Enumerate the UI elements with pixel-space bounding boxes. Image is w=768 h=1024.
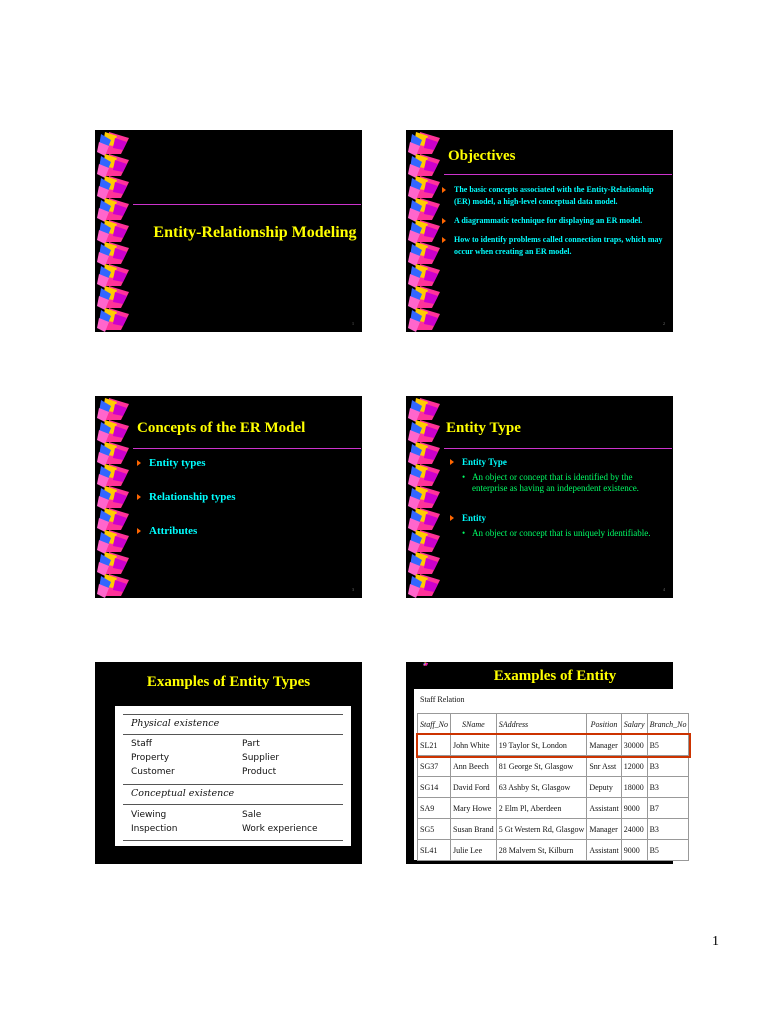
conceptual-heading: Conceptual existence [131,788,235,799]
sub-bullet: • An object or concept that is uniquely identifiable. [462,528,651,538]
table-header-row [418,714,689,735]
bullet-item: The basic concepts associated with the Entity-Relationship (ER) model, a high-level conceptual data model. [442,184,668,208]
column-header: Position [587,714,621,735]
table-row [418,840,689,861]
title-rule [444,174,672,175]
table-cell: 2 Elm Pl, Aberdeen [496,798,587,819]
table-cell: 12000 [621,756,647,777]
bullet-list [450,456,664,539]
physical-heading: Physical existence [131,718,220,729]
slide-number: 4 [663,587,665,592]
table-cell: 30000 [621,735,647,756]
table-cell: Customer [131,767,175,777]
column-header: SAddress [496,714,587,735]
table-cell: Snr Asst [587,756,621,777]
slide-2 [406,130,673,332]
table-caption: Staff Relation [420,695,465,704]
table-cell: B7 [647,798,689,819]
table-cell: John White [451,735,497,756]
table-cell: 9000 [621,840,647,861]
table-cell: David Ford [451,777,497,798]
table-cell: SL21 [418,735,451,756]
bullet-marker-icon [442,218,446,224]
table-cell: Manager [587,819,621,840]
sub-bullet-dot: • [462,472,466,482]
table-cell: 63 Ashby St, Glasgow [496,777,587,798]
bullet-marker-icon [137,460,141,466]
table-cell: SL41 [418,840,451,861]
table-cell: 18000 [621,777,647,798]
title-rule [133,204,361,205]
bullet-item: Entity Type • An object or concept that is identified by the enterprise as having an independent existence. [450,456,664,494]
table-row [418,819,689,840]
sub-bullet-dot: • [462,528,466,538]
table-rule [123,840,343,841]
table-cell: Staff [131,739,152,749]
table-rule [123,714,343,715]
table-cell: Product [242,767,277,777]
column-header: Salary [621,714,647,735]
staff-relation-table [414,689,687,860]
table-cell: Susan Brand [451,819,497,840]
slide-title: Examples of Entity Types [146,674,311,690]
bullet-marker-icon [137,494,141,500]
table-cell: SA9 [418,798,451,819]
staff-table [417,713,689,861]
table-rule [123,784,343,785]
bullet-list [137,456,236,538]
table-cell: Sale [242,810,262,820]
slide-title: Concepts of the ER Model [137,420,306,436]
bullet-item: Entity • An object or concept that is uniquely identifiable. [450,512,664,539]
slide-number: 3 [352,587,354,592]
bullet-item: How to identify problems called connection traps, which may occur when creating an ER model. [442,234,668,258]
table-cell: 5 Gt Western Rd, Glasgow [496,819,587,840]
table-cell: Assistant [587,840,621,861]
bullet-list [442,184,668,258]
slide-title: Objectives [448,148,516,164]
slide-number: 1 [352,321,354,326]
title-rule [133,448,361,449]
table-cell: Property [131,753,170,763]
table-cell: Ann Beech [451,756,497,777]
bullet-item: Entity types [137,456,236,470]
slide-title: Entity Type [446,420,521,436]
decorative-fan-border [95,396,135,598]
slide-title: Entity-Relationship Modeling [153,224,357,241]
table-cell: SG5 [418,819,451,840]
decorative-fan-border [406,130,446,332]
table-cell: Viewing [131,810,167,820]
slide-title: Examples of Entity [493,668,617,684]
title-rule [444,448,672,449]
slide-6 [406,662,687,864]
table-cell: 24000 [621,819,647,840]
bullet-marker-icon [442,187,446,193]
bullet-item: Attributes [137,524,236,538]
table-cell: 19 Taylor St, London [496,735,587,756]
table-cell: B3 [647,756,689,777]
table-cell: Mary Howe [451,798,497,819]
table-cell: Deputy [587,777,621,798]
decorative-fan-border [406,396,446,598]
table-cell: Julie Lee [451,840,497,861]
sub-bullet: • An object or concept that is identified by the enterprise as having an independent existence. [462,472,639,493]
table-cell: Work experience [242,824,318,834]
table-cell: B5 [647,735,689,756]
table-cell: 81 George St, Glasgow [496,756,587,777]
table-rule [123,804,343,805]
table-cell: Supplier [242,753,280,763]
column-header: Branch_No [647,714,689,735]
decorative-fan-border [95,130,135,332]
slide-4 [406,396,673,598]
bullet-item: Relationship types [137,490,236,504]
slide-5 [95,662,362,864]
table-cell: Manager [587,735,621,756]
table-cell: 9000 [621,798,647,819]
page-number: 1 [712,934,719,949]
table-cell: B3 [647,777,689,798]
table-cell: SG14 [418,777,451,798]
column-header: SName [451,714,497,735]
entity-types-table [115,706,351,846]
column-header: Staff_No [418,714,451,735]
table-cell: Assistant [587,798,621,819]
table-row [418,798,689,819]
bullet-marker-icon [450,515,454,521]
table-row [418,777,689,798]
slide-number: 2 [663,321,665,326]
table-rule [123,734,343,735]
bullet-marker-icon [450,459,454,465]
slide-3 [95,396,362,598]
slide-1 [95,130,362,332]
table-row-highlighted [418,735,689,756]
table-cell: B3 [647,819,689,840]
table-row [418,756,689,777]
bullet-marker-icon [137,528,141,534]
table-cell: 28 Malvern St, Kilburn [496,840,587,861]
table-cell: B5 [647,840,689,861]
bullet-item: A diagrammatic technique for displaying an ER model. [442,215,668,227]
table-cell: Inspection [131,824,178,834]
table-cell: SG37 [418,756,451,777]
table-cell: Part [242,739,260,749]
bullet-marker-icon [442,237,446,243]
